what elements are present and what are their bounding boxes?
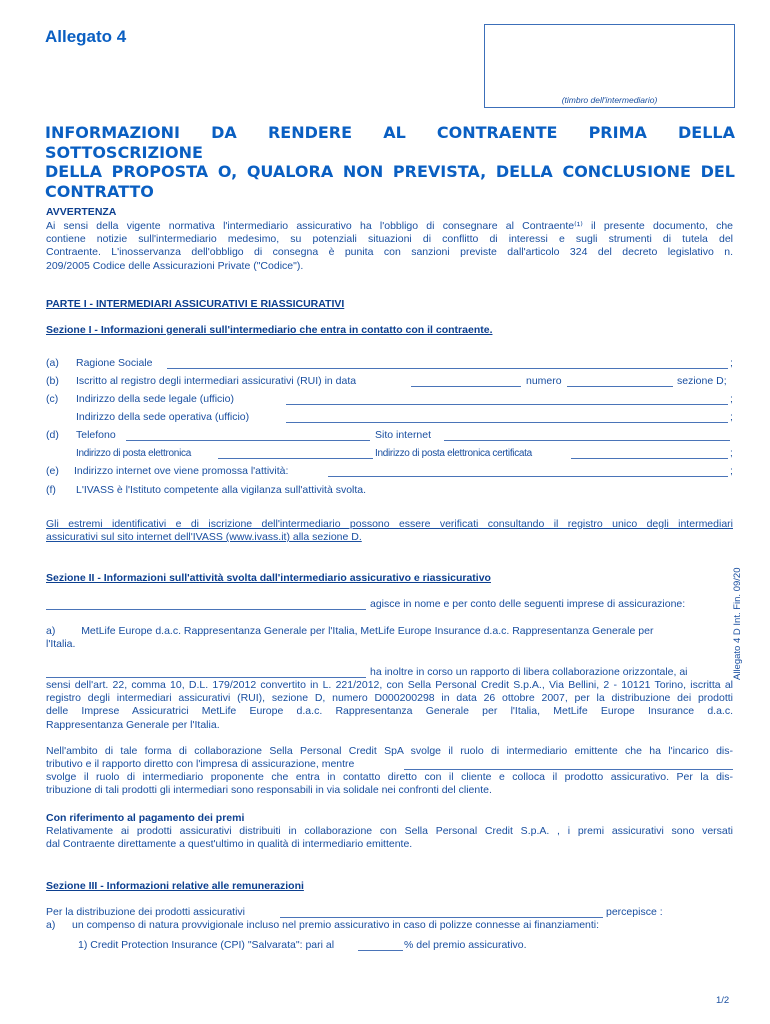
label-c: (c)	[46, 393, 59, 405]
avvertenza-line-2: contiene notizie sull'intermediario medesimo, su potenziali situazioni di conflitto di interessi e sugli strumenti di tutela del	[46, 233, 733, 246]
semicolon: ;	[730, 357, 733, 369]
sezione-1-heading: Sezione I - Informazioni generali sull'intermediario che entra in contatto con il contraente.	[46, 324, 493, 336]
stamp-box	[484, 24, 735, 108]
premi-line-2: dal Contraente direttamente a quest'ultimo in qualità di intermediario emittente.	[46, 838, 413, 851]
title-line-2: DELLA PROPOSTA O, QUALORA NON PREVISTA, DELLA CONCLUSIONE DEL	[45, 162, 735, 181]
estremi-line-2: assicurativi sul sito internet dell'IVASS (www.ivass.it) alla sezione D.	[46, 531, 362, 544]
email-line[interactable]	[218, 449, 373, 459]
label-e: (e)	[46, 465, 59, 477]
sede-legale-label: Indirizzo della sede legale (ufficio)	[76, 393, 234, 405]
premi-line-1: Relativamente ai prodotti assicurativi distribuiti in collaborazione con Sella Personal Credit S.p.A. , i premi assicurativi sono versati	[46, 825, 733, 837]
allegato-label: Allegato 4	[45, 27, 127, 46]
avvertenza-line-4: 209/2005 Codice delle Assicurazioni Private ("Codice").	[46, 259, 304, 272]
estremi-paragraph	[46, 518, 733, 544]
agisce-text: agisce in nome e per conto delle seguenti imprese di assicurazione:	[370, 598, 686, 610]
side-document-code: Allegato 4 D Int. Fin. 09/20	[732, 567, 743, 680]
semicolon: ;	[730, 465, 733, 477]
ambito-line-1: Nell'ambito di tale forma di collaborazione Sella Personal Credit SpA svolge il ruolo di intermediario emittente che ha l'incarico dis-	[46, 745, 733, 757]
parte-1-heading: PARTE I - INTERMEDIARI ASSICURATIVI E RIASSICURATIVI	[46, 298, 345, 310]
numero-label: numero	[526, 375, 562, 387]
semicolon: ;	[730, 393, 733, 405]
percepisce-label: percepisce :	[606, 906, 663, 918]
intermediario-name-line-2[interactable]	[46, 668, 366, 678]
sede-legale-line[interactable]	[286, 395, 728, 405]
ambito-line-2-row	[46, 758, 733, 771]
ambito-line-4: tribuzione di tali prodotti gli intermediari sono responsabili in via solidale nei confronti del cliente.	[46, 784, 492, 797]
ambito-paragraph	[46, 745, 733, 798]
telefono-label: Telefono	[76, 429, 116, 441]
metlife-text: MetLife Europe d.a.c. Rappresentanza Generale per l'Italia, MetLife Europe Insurance d.a.c. Rappresentanza Generale per	[81, 625, 654, 637]
sezione-2-heading: Sezione II - Informazioni sull'attività svolta dall'intermediario assicurativo e riassicurativo	[46, 572, 491, 584]
premi-heading: Con riferimento al pagamento dei premi	[46, 812, 245, 824]
sezione-d-label: sezione D;	[677, 375, 727, 387]
metlife-paragraph	[46, 625, 733, 651]
intermediario-name-line[interactable]	[46, 600, 366, 610]
avvertenza-heading: AVVERTENZA	[46, 206, 117, 218]
compenso-text: un compenso di natura provvigionale incluso nel premio assicurativo in caso di polizze connesse ai finanziamenti:	[72, 919, 600, 931]
avvertenza-line-3: Contraente. L'inosservanza dell'obbligo di consegna è punita con sanzioni previste dall'articolo 324 del decreto legislativo n.	[46, 246, 733, 259]
distribuzione-text: Per la distribuzione dei prodotti assicurativi	[46, 906, 246, 918]
rapporto-line-3: delle Imprese Assicuratrici MetLife Europe d.a.c. Rappresentanza Generale per l'Italia, MetLife Europe Insurance d.a.c.	[46, 705, 733, 718]
rui-date-line[interactable]	[411, 377, 521, 387]
ragione-sociale-label: Ragione Sociale	[76, 357, 153, 369]
stamp-caption: (timbro dell'intermediario)	[561, 95, 658, 105]
ambito-line-3: svolge il ruolo di intermediario proponente che entra in contatto diretto con il cliente e colloca il prodotto assicurativo. Per la dis-	[46, 771, 733, 784]
label-a3: a)	[46, 919, 56, 931]
avvertenza-text	[46, 220, 733, 273]
rapporto-first-text: ha inoltre in corso un rapporto di libera collaborazione orizzontale, ai	[370, 666, 688, 678]
title-line-3: CONTRATTO	[45, 181, 154, 201]
sito-label: Sito internet	[375, 429, 432, 441]
estremi-line-1: Gli estremi identificativi e di iscrizione dell'intermediario possono essere verificati consultando il registro unico degli intermediari	[46, 518, 733, 530]
internet-line[interactable]	[328, 467, 728, 477]
percepisce-line[interactable]	[280, 908, 603, 918]
ragione-sociale-line[interactable]	[167, 359, 728, 369]
cpi-suffix: % del premio assicurativo.	[404, 939, 527, 951]
telefono-line[interactable]	[126, 431, 370, 441]
cpi-text: 1) Credit Protection Insurance (CPI) "Salvarata": pari al	[78, 939, 335, 951]
label-a2: a)	[46, 625, 56, 637]
metlife-line-2: l'Italia.	[46, 638, 76, 651]
avvertenza-line-1: Ai sensi della vigente normativa l'intermediario assicurativo ha l'obbligo di consegnare al Contraente⁽¹⁾ il presente documento, che	[46, 220, 733, 232]
rui-label: Iscritto al registro degli intermediari assicurativi (RUI) in data	[76, 375, 357, 387]
pec-line[interactable]	[571, 449, 728, 459]
rapporto-line-1: sensi dell'art. 22, comma 10, D.L. 179/2012 convertito in L. 221/2012, con Sella Personal Credit S.p.A., Via Bellini, 2 - 10121 Torino, iscritta al	[46, 679, 733, 691]
sede-operativa-line[interactable]	[286, 413, 728, 423]
label-f: (f)	[46, 484, 56, 496]
ivass-text: L'IVASS è l'Istituto competente alla vigilanza sull'attività svolta.	[76, 484, 367, 496]
label-a: (a)	[46, 357, 59, 369]
rapporto-paragraph	[46, 679, 733, 732]
rapporto-line-4: Rappresentanza Generale per l'Italia.	[46, 718, 220, 731]
pec-label: Indirizzo di posta elettronica certificata	[375, 448, 532, 459]
email-label: Indirizzo di posta elettronica	[76, 448, 191, 459]
cpi-percent-line[interactable]	[358, 941, 403, 951]
semicolon: ;	[730, 411, 733, 423]
rui-numero-line[interactable]	[567, 377, 673, 387]
page-number: 1/2	[716, 995, 730, 1006]
document-title	[45, 123, 735, 201]
internet-label: Indirizzo internet ove viene promossa l'attività:	[74, 465, 289, 477]
ambito-line-2: tributivo e il rapporto diretto con l'impresa di assicurazione, mentre	[46, 758, 355, 771]
premi-paragraph	[46, 825, 733, 851]
sede-operativa-label: Indirizzo della sede operativa (ufficio)	[76, 411, 250, 423]
rapporto-line-2: registro degli intermediari assicurativi (RUI), sezione D, numero D000200298 in data 26 ottobre 2007, per la distribuzione dei prodotti	[46, 692, 733, 705]
sito-line[interactable]	[444, 431, 730, 441]
proponente-line[interactable]	[404, 760, 733, 770]
metlife-line-1	[46, 625, 733, 638]
title-line-1: INFORMAZIONI DA RENDERE AL CONTRAENTE PRIMA DELLA SOTTOSCRIZIONE	[45, 123, 735, 162]
semicolon: ;	[730, 448, 733, 459]
sezione-3-heading: Sezione III - Informazioni relative alle remunerazioni	[46, 880, 304, 892]
label-d: (d)	[46, 429, 59, 441]
label-b: (b)	[46, 375, 59, 387]
